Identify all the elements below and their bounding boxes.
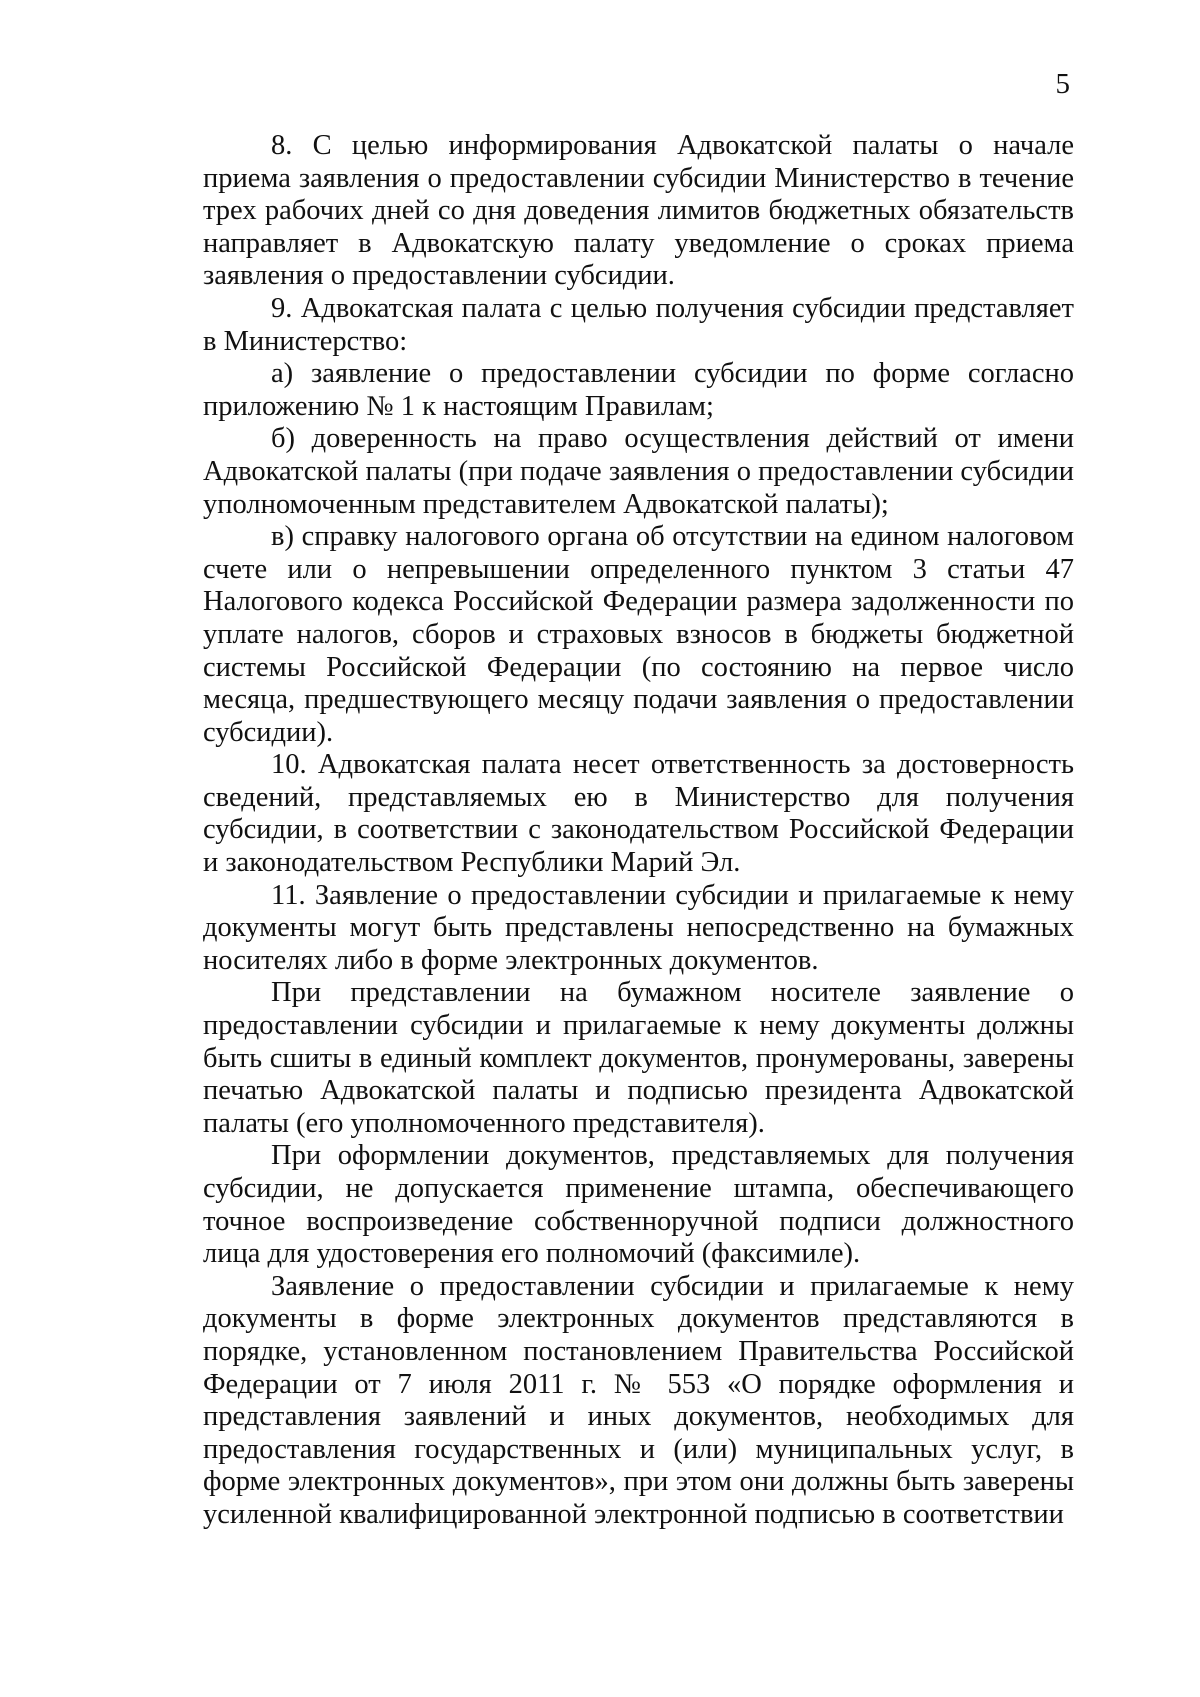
paragraph-11-paper-submission: При представлении на бумажном носителе заявление о предоставлении субсидии и прилагаемые к нему документы должны быть сшиты в единый комплект документов, пронумерованы, заверены печатью Адвокатской палаты и подписью президента Адвокатской палаты (его уполномоченного представителя). xyxy=(203,977,1074,1139)
paragraph-11-facsimile-restriction: При оформлении документов, представляемых для получения субсидии, не допускается применение штампа, обеспечивающего точное воспроизведение собственноручной подписи должностного лица для удостоверения его полномочий (факсимиле). xyxy=(203,1140,1074,1270)
paragraph-9-item-a: а) заявление о предоставлении субсидии по форме согласно приложению № 1 к настоящим Правилам; xyxy=(203,358,1074,422)
paragraph-11-electronic-submission: Заявление о предоставлении субсидии и прилагаемые к нему документы в форме электронных документов представляются в порядке, установленном постановлением Правительства Российской Федерации от 7 июля 2011 г. № 553 «О порядке оформления и представления заявлений и иных документов, необходимых для предоставления государственных и (или) муниципальных услуг, в форме электронных документов», при этом они должны быть заверены усиленной квалифицированной электронной подписью в соответствии xyxy=(203,1270,1074,1530)
paragraph-9-item-b: б) доверенность на право осуществления действий от имени Адвокатской палаты (при подаче заявления о предоставлении субсидии уполномоченным представителем Адвокатской палаты); xyxy=(203,423,1074,520)
paragraph-10: 10. Адвокатская палата несет ответственность за достоверность сведений, представляемых ею в Министерство для получения субсидии, в соответствии с законодательством Российской Федерации и законодательством Республики Марий Эл. xyxy=(203,749,1074,879)
paragraph-9-item-v: в) справку налогового органа об отсутствии на едином налоговом счете или о непревышении определенного пунктом 3 статьи 47 Налогового кодекса Российской Федерации размера задолженности по уплате налогов, сборов и страховых взносов в бюджеты бюджетной системы Российской Федерации (по состоянию на первое число месяца, предшествующего месяцу подачи заявления о предоставлении субсидии). xyxy=(203,521,1074,748)
paragraph-11: 11. Заявление о предоставлении субсидии и прилагаемые к нему документы могут быть представлены непосредственно на бумажных носителях либо в форме электронных документов. xyxy=(203,879,1074,976)
document-body xyxy=(203,130,1074,1532)
page-number: 5 xyxy=(1055,68,1070,100)
paragraph-8: 8. С целью информирования Адвокатской палаты о начале приема заявления о предоставлении субсидии Министерство в течение трех рабочих дней со дня доведения лимитов бюджетных обязательств направляет в Адвокатскую палату уведомление о сроках приема заявления о предоставлении субсидии. xyxy=(203,130,1074,292)
paragraph-9: 9. Адвокатская палата с целью получения субсидии представляет в Министерство: xyxy=(203,292,1074,357)
